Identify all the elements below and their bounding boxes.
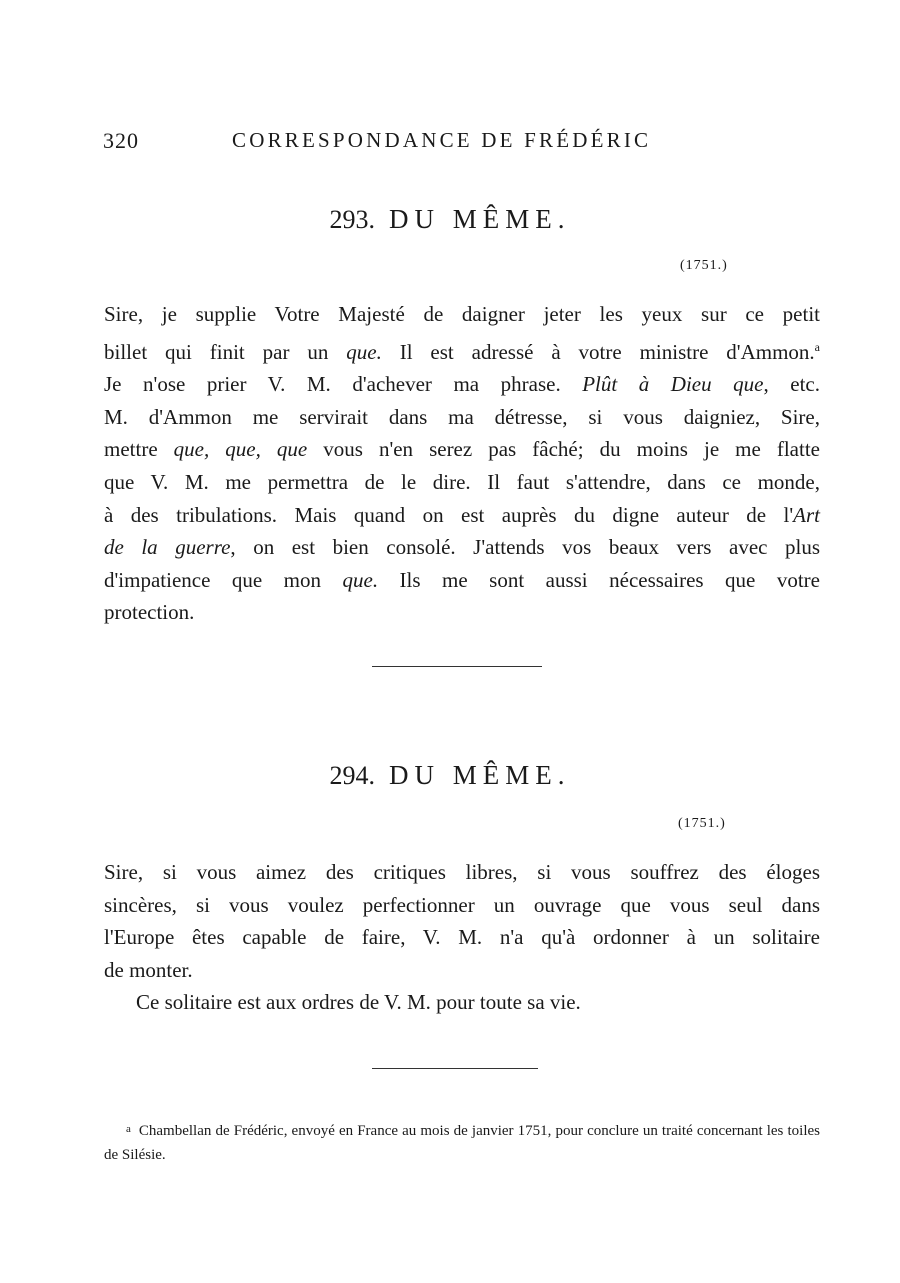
italic-phrase: que, que, que [173,437,308,462]
body-line [104,466,820,499]
body-line [104,564,820,597]
italic-word: Art [793,502,820,527]
closing-line: Ce solitaire est aux ordres de V. M. pour toute sa vie. [136,990,581,1014]
line-text: que V. M. me permettra de le dire. Il faut s'attendre, dans ce monde, [104,469,820,494]
footnote-ref[interactable]: a [814,339,820,354]
letter-date: (1751.) [678,816,726,831]
footnote-marker: a [126,1123,131,1135]
body-line [104,889,820,922]
body-line [104,954,820,987]
body-line [104,499,820,532]
italic-phrase: Plût à Dieu que [582,372,764,397]
line-text: protection. [104,600,195,625]
italic-phrase: de la guerre [104,535,231,560]
letter-heading-294 [0,760,900,791]
line-text: Je n'ose prier V. M. d'achever ma phrase. [104,372,583,397]
line-text: sincères, si vous voulez perfectionner un ouvrage que vous seul dans [104,892,820,917]
body-line [104,298,820,331]
letter-number: 293. [329,205,375,234]
letter-heading-293 [0,204,900,235]
body-line [104,921,820,954]
letter-body-293 [104,298,820,629]
line-text: d'impatience que mon [104,567,343,592]
footnote [104,1117,820,1167]
line-text: vous n'en serez pas fâché; du moins je me flatte [307,437,820,462]
section-divider [372,666,542,667]
footnote-text: Chambellan de Frédéric, envoyé en France au mois de janvier 1751, pour conclure un traité concernant les toiles de Silésie. [104,1123,820,1163]
running-title: CORRESPONDANCE DE FRÉDÉRIC [232,128,652,152]
line-text: , on est bien consolé. J'attends vos beaux vers avec plus [230,535,820,560]
line-text: mettre [104,437,174,462]
letter-title: DU MÊME. [389,204,571,234]
italic-word: que. [342,567,379,592]
body-line [104,331,820,369]
line-text: Il est adressé à votre ministre d'Ammon. [381,339,815,364]
line-text: Sire, si vous aimez des critiques libres, si vous souffrez des éloges [104,860,820,884]
line-text: Sire, je supplie Votre Majesté de daigner jeter les yeux sur ce petit [104,302,820,326]
line-text: à des tribulations. Mais quand on est auprès du digne auteur de l' [104,502,794,527]
section-divider [372,1068,538,1069]
body-line [104,368,820,401]
line-text: Ils me sont aussi nécessaires que votre [378,567,820,592]
letter-body-294 [104,856,820,986]
letter-number: 294. [329,761,375,790]
body-line [104,401,820,434]
line-text: M. d'Ammon me servirait dans ma détresse, si vous daigniez, Sire, [104,404,820,429]
line-text: l'Europe êtes capable de faire, V. M. n'a qu'à ordonner à un solitaire [104,925,820,950]
body-line [104,433,820,466]
page-number: 320 [103,128,139,153]
letter-date: (1751.) [680,258,728,273]
body-line [104,531,820,564]
line-text: billet qui finit par un [104,339,347,364]
italic-word: que. [346,339,382,364]
body-line [104,596,820,629]
line-text: de monter. [104,957,193,982]
body-line [104,856,820,889]
running-head [0,126,900,156]
letter-title: DU MÊME. [389,760,571,790]
line-text: , etc. [763,372,820,397]
